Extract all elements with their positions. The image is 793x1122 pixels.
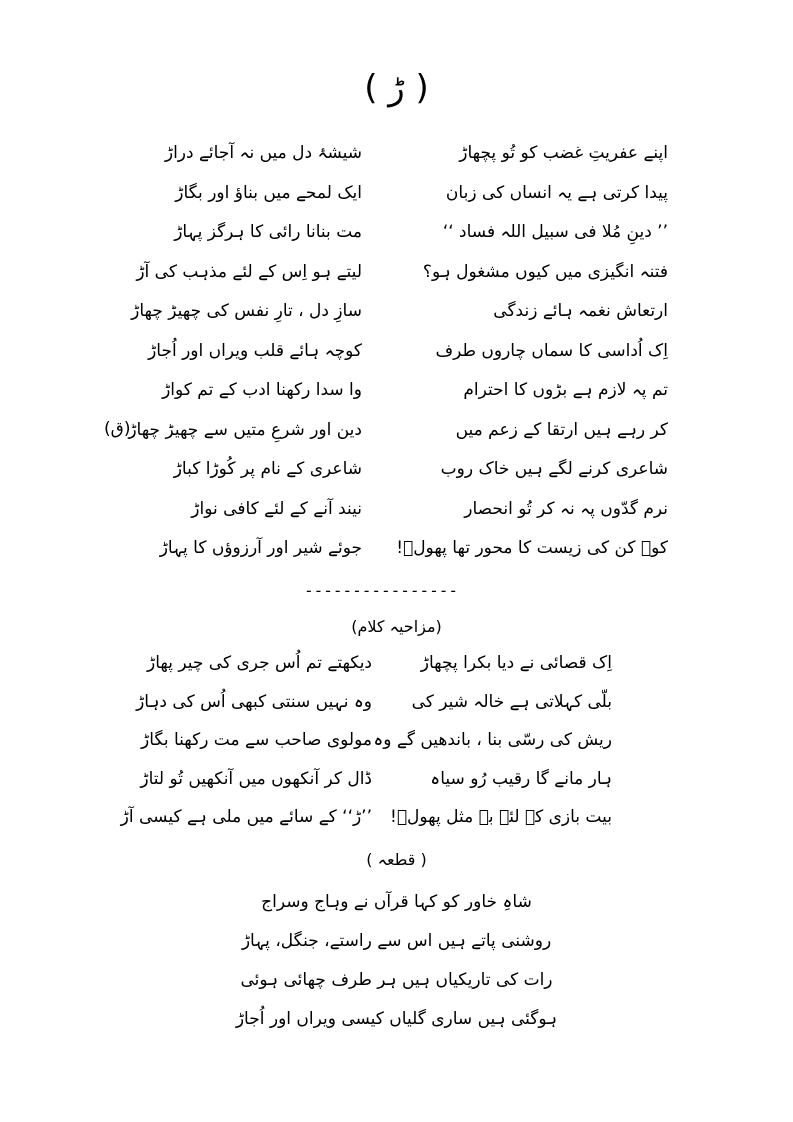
humor-misra-first: ریش کی رسّی بنا ، باندھیں گے وہ xyxy=(373,730,612,750)
ghazal-misra-second: وا سدا رکھنا ادب کے تم کواڑ xyxy=(162,380,362,400)
ghazal-misra-second: شاعری کے نام پر کُوڑا کباڑ xyxy=(173,459,362,479)
ghazal-misra-first: اِک اُداسی کا سماں چاروں طرف xyxy=(435,341,668,361)
humor-misra-first: ہار مانے گا رقیب رُو سیاہ xyxy=(430,769,612,789)
ghazal-misra-first: ’’ دینِ مُلا فی سبیل اللہ فساد ‘‘ xyxy=(442,222,668,242)
ghazal-misra-first: پیدا کرتی ہے یہ انساں کی زبان xyxy=(445,183,668,203)
humor-title: (مزاحیہ کلام) xyxy=(351,617,442,636)
ghazal-misra-first: تم پہ لازم ہے بڑوں کا احترام xyxy=(463,380,668,400)
ghazal-misra-first: کوہ کن کی زیست کا محور تھا پھولؔ! xyxy=(396,538,668,558)
qita-line: ہوگئی ہیں ساری گلیاں کیسی ویراں اور اُجاڑ xyxy=(235,1009,558,1029)
ghazal-misra-first: شاعری کرنے لگے ہیں خاک روب xyxy=(440,459,668,479)
ghazal-misra-second: مت بنانا رائی کا ہرگز پہاڑ xyxy=(174,222,362,242)
humor-misra-second: ’’ڑ‘‘ کے سائے میں ملی ہے کیسی آڑ xyxy=(120,807,372,827)
qita-line: رات کی تاریکیاں ہیں ہر طرف چھائی ہوئی xyxy=(240,970,553,990)
ghazal-misra-second: لیتے ہو اِس کے لئے مذہب کی آڑ xyxy=(136,262,362,282)
humor-misra-second: ڈال کر آنکھوں میں آنکھیں تُو لتاڑ xyxy=(140,769,372,789)
humor-misra-second: وہ نہیں سنتی کبھی اُس کی دہاڑ xyxy=(136,692,372,712)
qita-line: شاہِ خاور کو کہا قرآں نے وہاج وسراج xyxy=(261,892,532,912)
ghazal-misra-first: اپنے عفریتِ غضب کو تُو پچھاڑ xyxy=(459,143,668,163)
qita-line: روشنی پاتے ہیں اس سے راستے، جنگل، پہاڑ xyxy=(241,931,552,951)
ghazal-misra-second: دین اور شرعِ متیں سے چھیڑ چھاڑ xyxy=(128,420,362,440)
ghazal-misra-first: فتنہ انگیزی میں کیوں مشغول ہو؟ xyxy=(422,262,668,282)
section-divider: ---------------- xyxy=(303,581,459,600)
ghazal-misra-second: جوئے شیر اور آرزوؤں کا پہاڑ xyxy=(159,538,362,558)
page-heading: ( ڑ ) xyxy=(364,68,429,108)
ghazal-misra-second: کوچہ ہائے قلب ویراں اور اُجاڑ xyxy=(148,341,362,361)
ghazal-misra-first: نرم گدّوں پہ نہ کر تُو انحصار xyxy=(464,499,668,519)
qaf-marker: (ق) xyxy=(104,419,131,439)
humor-misra-second: مولوی صاحب سے مت رکھنا بگاڑ xyxy=(141,730,372,750)
humor-misra-second: دیکھتے تم اُس جری کی چیر پھاڑ xyxy=(147,653,372,673)
qita-title: ( قطعہ ) xyxy=(366,850,427,869)
ghazal-misra-second: سازِ دل ، تارِ نفس کی چھیڑ چھاڑ xyxy=(131,301,362,321)
ghazal-misra-first: ارتعاش نغمہ ہائے زندگی xyxy=(493,301,668,321)
ghazal-misra-second: ایک لمحے میں بناؤ اور بگاڑ xyxy=(175,183,362,203)
ghazal-misra-second: شیشۂ دل میں نہ آجائے دراڑ xyxy=(164,143,362,163)
humor-misra-first: بیت بازی کے لئے بے مثل پھولؔ! xyxy=(390,807,612,827)
ghazal-misra-second: نیند آنے کے لئے کافی نواڑ xyxy=(191,499,362,519)
ghazal-misra-first: کر رہے ہیں ارتقا کے زعم میں xyxy=(455,420,668,440)
humor-misra-first: اِک قصائی نے دیا بکرا پچھاڑ xyxy=(420,653,612,673)
humor-misra-first: بلّی کہلاتی ہے خالہ شیر کی xyxy=(411,692,612,712)
